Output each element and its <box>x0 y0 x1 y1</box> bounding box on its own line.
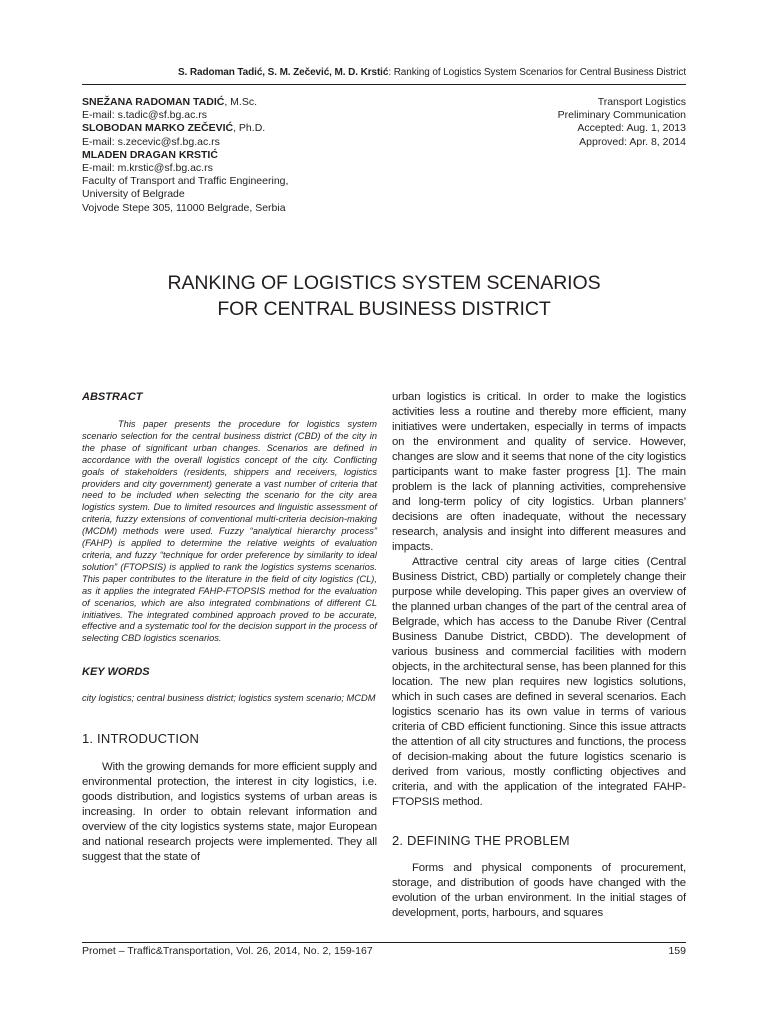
problem-heading: 2. DEFINING THE PROBLEM <box>392 833 570 848</box>
author-email: E-mail: s.zecevic@sf.bg.ac.rs <box>82 135 220 148</box>
author-email: E-mail: s.tadic@sf.bg.ac.rs <box>82 109 208 122</box>
right-column <box>392 390 686 921</box>
article-type: Preliminary Communication <box>557 109 686 122</box>
keywords-heading: KEY WORDS <box>82 666 150 679</box>
author-degree: , M.Sc. <box>224 96 257 108</box>
author-name: SNEŽANA RADOMAN TADIĆ <box>82 96 225 108</box>
abstract-text: This paper presents the procedure for logistics system scenario selection for the central business district (CBD) of the city in the phase of significant urban changes. Scenarios are defined in accordance with the overall logistics concept of the city. Conflicting goals of stakeholders (residents, shippers and receivers, logistics providers and city government) generate a vast number of criteria that need to be included when selecting the scenario for the city area logistics system. Due to limited resources and linguistic assessment of criteria, fuzzy extensions of conventional multi-criteria decision-making (MCDM) methods were used. Fuzzy “analytical hierarchy process” (FAHP) is applied to determine the relative weights of evaluation criteria, and fuzzy “technique for order preference by similarity to ideal solution” (FTOPSIS) is applied to rank the logistics systems scenarios. This paper contributes to the literature in the field of city logistics (CL), as it applies the integrated FAHP-FTOPSIS method for the evaluation of scenarios, which are also integrated combinations of different CL initiatives. The integrated combined approach proved to be accurate, effective and a systematic tool for the decision support in the process of selecting CBD logistics scenarios. <box>82 419 377 644</box>
approved-date: Approved: Apr. 8, 2014 <box>579 135 686 148</box>
journal-citation: Promet – Traffic&Transportation, Vol. 26, 2014, No. 2, 159-167 <box>82 945 373 957</box>
paper-title <box>82 270 686 322</box>
introduction-heading: 1. INTRODUCTION <box>82 731 200 747</box>
keywords-text: city logistics; central business district; logistics system scenario; MCDM <box>82 693 376 704</box>
title-line-2: FOR CENTRAL BUSINESS DISTRICT <box>217 298 551 320</box>
author-name: SLOBODAN MARKO ZEČEVIĆ <box>82 122 234 135</box>
abstract-heading: ABSTRACT <box>82 391 143 403</box>
header-rule <box>82 84 686 85</box>
affiliation-line: Vojvode Stepe 305, 11000 Belgrade, Serbia <box>82 201 286 214</box>
author-block <box>82 96 382 215</box>
author-degree: , Ph.D. <box>233 122 266 135</box>
article-meta <box>426 96 686 149</box>
running-head-authors: S. Radoman Tadić, S. M. Zečević, M. D. Krstić <box>177 67 389 78</box>
running-head-title: Ranking of Logistics System Scenarios for Central Business District <box>393 67 686 78</box>
page-number: 159 <box>668 945 686 957</box>
running-head: S. Radoman Tadić, S. M. Zečević, M. D. Krstić: Ranking of Logistics System Scenarios for Central Business District <box>177 67 686 78</box>
article-category: Transport Logistics <box>597 96 686 108</box>
author-1 <box>82 96 382 109</box>
author-2 <box>82 122 382 135</box>
left-column <box>82 390 377 865</box>
author-name: MLADEN DRAGAN KRSTIĆ <box>82 148 218 161</box>
introduction-paragraph-continued: urban logistics is critical. In order to make the logistics activities less a routine and thereby more efficient, many initiatives were undertaken, especially in terms of impacts on the environment and quality of service. However, changes are slow and it seems that none of the city logistics participants want to make faster progress [1]. The main problem is the lack of planning activities, comprehensive and long-term policy of city logistics. Urban planners’ decisions are often inadequate, without the necessary research, analysis and insight into different measures and impacts. <box>392 391 686 553</box>
introduction-paragraph: Attractive central city areas of large cities (Central Business District, CBD) partially or completely change their purpose while developing. This paper gives an overview of the planned urban changes of the part of the central area of Belgrade, which has access to the Danube River (Central Business Danube District, CBDD). The development of various business and commercial facilities with modern objects, in the architectural sense, has been planned for this location. The new plan requires new logistics solutions, which in such cases are defined in several scenarios. Each logistics scenario has its own value in terms of various criteria of CBD efficient functioning. Since this issue attracts the attention of all city structures and functions, the process of decision-making about the future logistics scenario is derived from various, mostly conflicting objectives and criteria, and with the application of the integrated FAHP-FTOPSIS method. <box>392 556 687 808</box>
title-line-1: RANKING OF LOGISTICS SYSTEM SCENARIOS <box>167 272 601 294</box>
accepted-date: Accepted: Aug. 1, 2013 <box>577 122 686 135</box>
footer-rule <box>82 942 686 943</box>
problem-paragraph: Forms and physical components of procurement, storage, and distribution of goods have changed with the evolution of the urban environment. In the initial stages of development, ports, harbours, and squares <box>392 862 686 919</box>
author-3 <box>82 149 382 162</box>
affiliation-line: University of Belgrade <box>82 188 185 201</box>
affiliation-line: Faculty of Transport and Traffic Engineering, <box>82 175 289 188</box>
introduction-paragraph: With the growing demands for more efficient supply and environmental protection, the interest in city logistics, i.e. goods distribution, and logistics systems of urban areas is increasing. In order to obtain relevant information and overview of the city logistics systems state, major European and national research projects were implemented. They all suggest that the state of <box>82 761 377 864</box>
author-email: E-mail: m.krstic@sf.bg.ac.rs <box>82 162 213 175</box>
